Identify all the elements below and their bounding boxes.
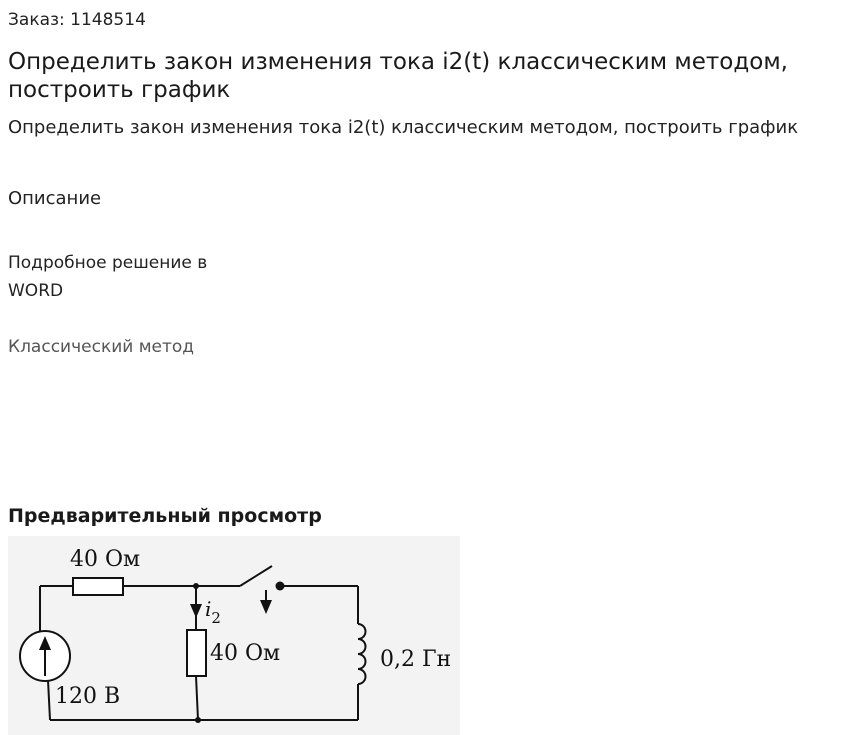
r2-label: 40 Ом [210, 641, 281, 666]
wire-middle-lower [196, 676, 198, 720]
switch-contact [276, 582, 285, 591]
preview-heading: Предварительный просмотр [8, 505, 322, 527]
current-label [205, 597, 221, 627]
order-number: Заказ: 1148514 [8, 10, 146, 30]
current-arrow-head [190, 604, 202, 618]
description-label: Описание [8, 188, 102, 209]
preview-image [8, 536, 460, 735]
page-title: Определить закон изменения тока i2(t) классическим методом, построить график [8, 49, 788, 103]
junction-top [193, 583, 199, 589]
wire-left-lower [48, 680, 50, 720]
source-label: 120 В [55, 684, 121, 709]
resistor-r1 [73, 578, 123, 595]
page-subtitle: Определить закон изменения тока i2(t) классическим методом, построить график [8, 117, 799, 138]
resistor-r2 [187, 630, 206, 676]
current-label-letter: i [205, 597, 212, 621]
description-body: Подробное решение в WORD [8, 253, 208, 301]
switch-blade [240, 566, 272, 586]
r1-label: 40 Ом [70, 547, 141, 572]
junction-bottom [195, 717, 201, 723]
switch-arrow-head [260, 600, 272, 614]
inductor-label: 0,2 Гн [380, 647, 452, 672]
method-text: Классический метод [8, 337, 195, 357]
circuit-diagram [8, 536, 460, 735]
current-label-index: 2 [211, 609, 221, 627]
inductor-coil [358, 624, 366, 684]
